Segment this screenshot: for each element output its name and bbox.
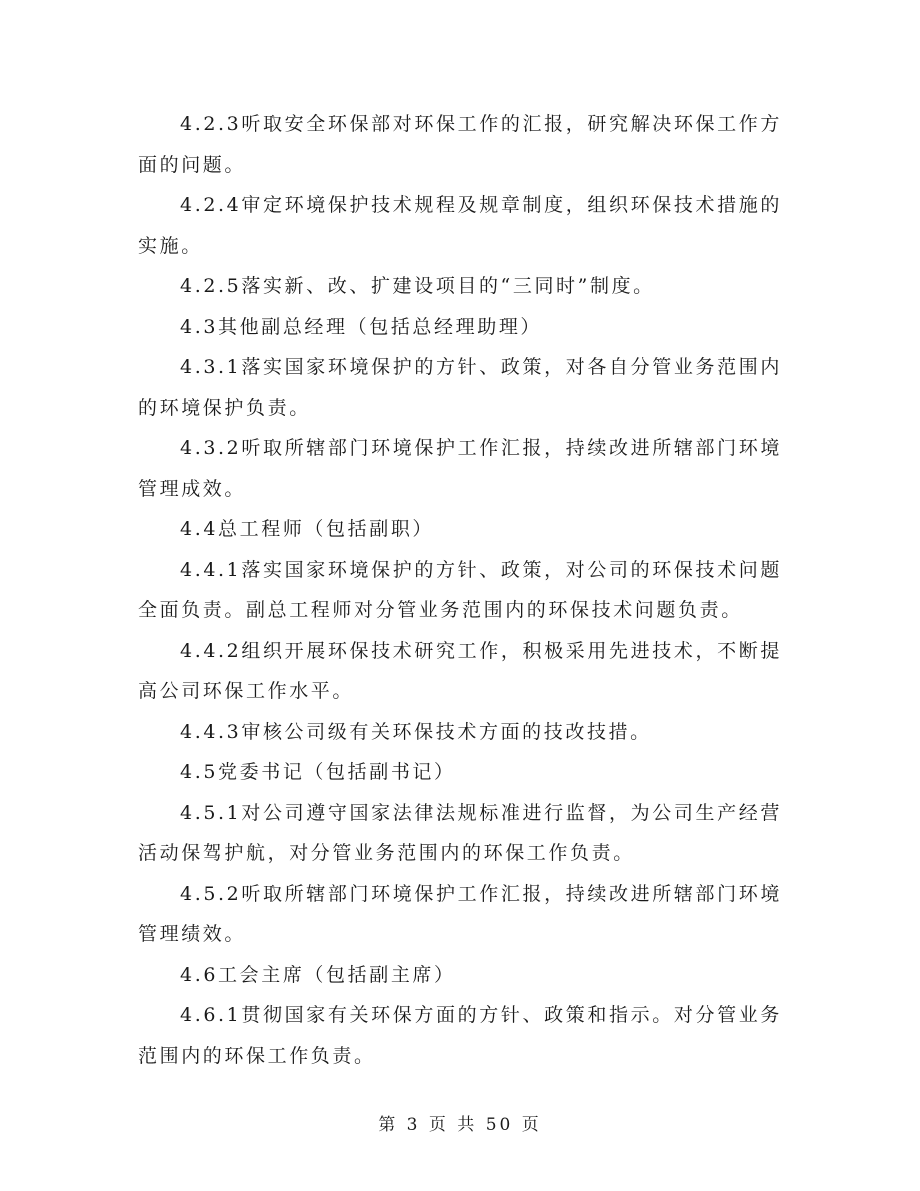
paragraph-4-2-4: 4.2.4审定环境保护技术规程及规章制度，组织环保技术措施的实施。 [138,194,782,257]
paragraph-4-5-1: 4.5.1对公司遵守国家法律法规标准进行监督，为公司生产经营活动保驾护航，对分管业务范围内的环保工作负责。 [138,801,782,864]
paragraph-4-4-3: 4.4.3审核公司级有关环保技术方面的技改技措。 [180,720,652,743]
section-heading-4-3: 4.3其他副总经理（包括总经理助理） [180,315,543,338]
paragraph-4-2-5: 4.2.5落实新、改、扩建设项目的“三同时”制度。 [180,275,655,297]
paragraph-4-5-2: 4.5.2听取所辖部门环境保护工作汇报，持续改进所辖部门环境管理绩效。 [138,882,782,945]
paragraph-4-2-3: 4.2.3听取安全环保部对环保工作的汇报，研究解决环保工作方面的问题。 [138,113,782,176]
page-number-footer: 第 3 页 共 50 页 [378,1115,542,1135]
paragraph-4-3-2: 4.3.2听取所辖部门环境保护工作汇报，持续改进所辖部门环境管理成效。 [138,437,782,500]
paragraph-4-4-1: 4.4.1落实国家环境保护的方针、政策，对公司的环保技术问题全面负责。副总工程师对分管业务范围内的环保技术问题负责。 [138,558,782,621]
paragraph-4-3-1: 4.3.1落实国家环境保护的方针、政策，对各自分管业务范围内的环境保护负责。 [138,356,782,419]
section-heading-4-6: 4.6工会主席（包括副主席） [180,963,456,986]
paragraph-4-4-2: 4.4.2组织开展环保技术研究工作，积极采用先进技术，不断提高公司环保工作水平。 [138,639,782,702]
section-heading-4-5: 4.5党委书记（包括副书记） [180,761,456,783]
section-heading-4-4: 4.4总工程师（包括副职） [180,518,435,540]
document-body [138,104,782,1076]
paragraph-4-6-1: 4.6.1贯彻国家有关环保方面的方针、政策和指示。对分管业务范围内的环保工作负责。 [138,1004,782,1067]
